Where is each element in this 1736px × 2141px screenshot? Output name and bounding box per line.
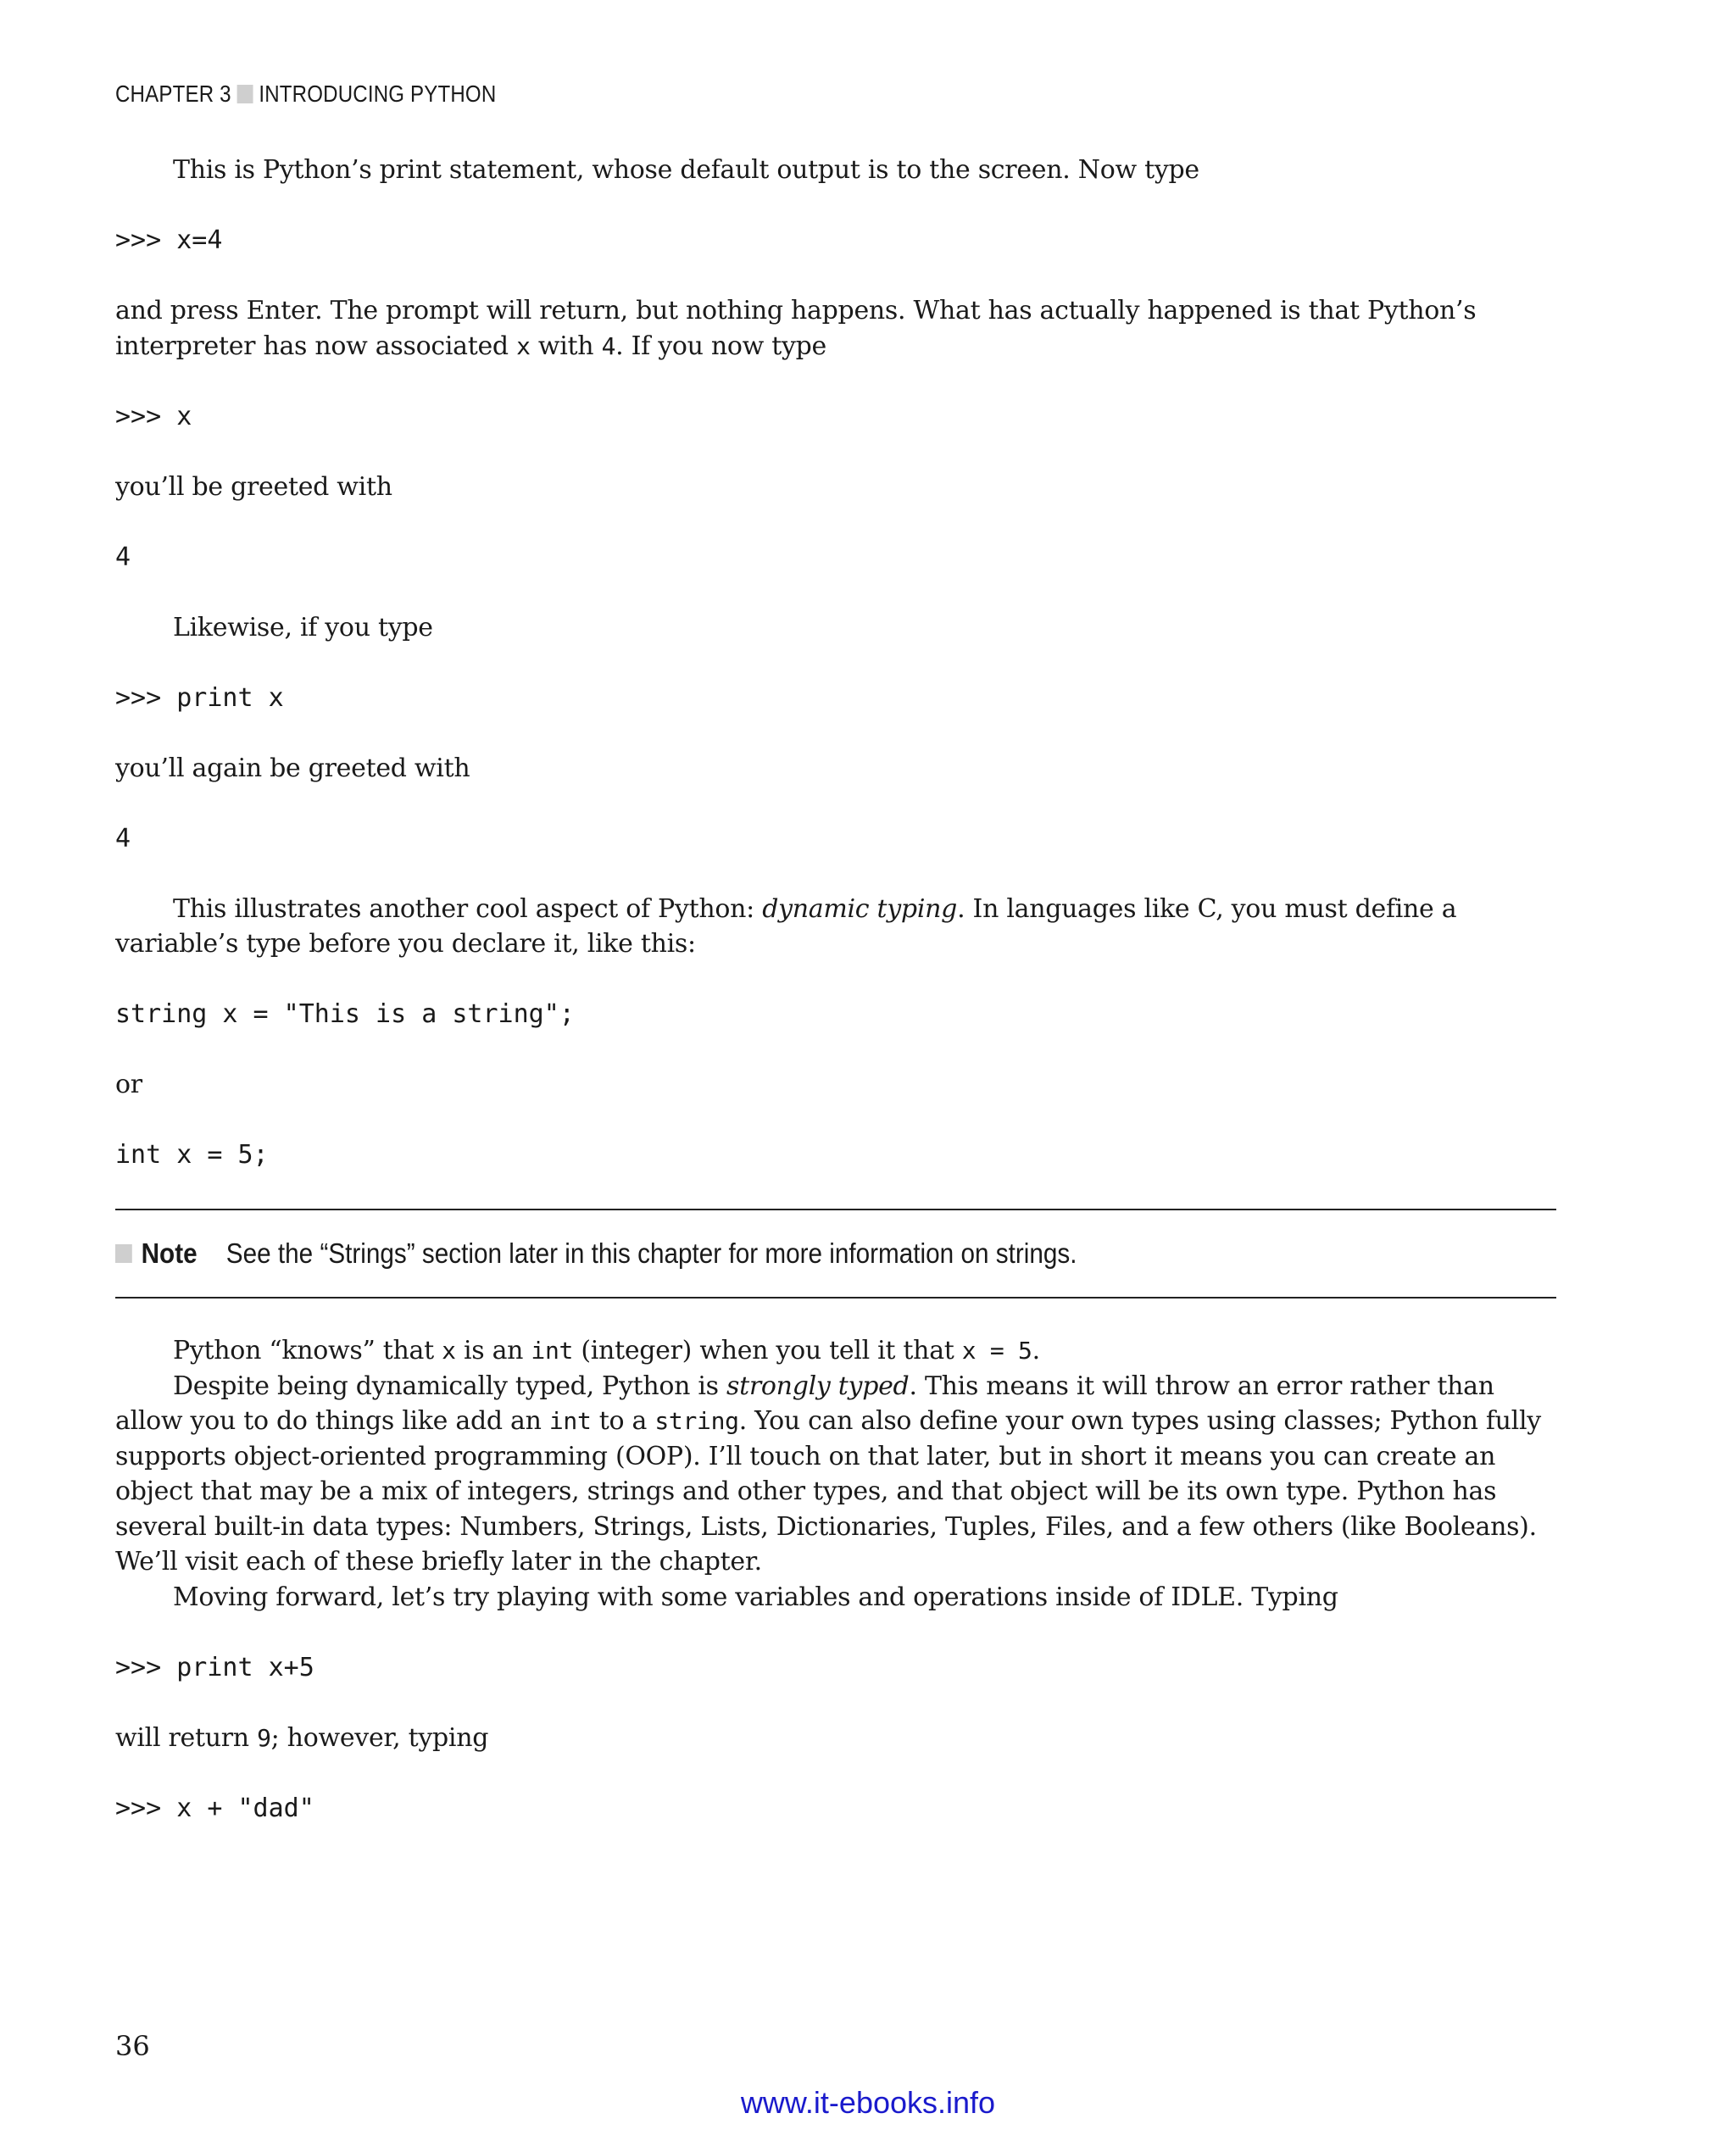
paragraph: Moving forward, let’s try playing with some variables and operations inside of IDLE. Typing bbox=[173, 1582, 1338, 1612]
code-line: >>> x=4 bbox=[115, 225, 223, 255]
code-line: >>> print x bbox=[115, 682, 284, 713]
code-output: 4 bbox=[115, 542, 131, 572]
page-content bbox=[115, 153, 1556, 1826]
note-box bbox=[115, 1209, 1556, 1299]
paragraph: This illustrates another cool aspect of Python: dynamic typing. In languages like C, you must define a variable’s type before you declare it, like this: bbox=[115, 893, 1457, 959]
chapter-title: INTRODUCING PYTHON bbox=[259, 81, 497, 107]
note-text: See the “Strings” section later in this chapter for more information on strings. bbox=[225, 1237, 1077, 1269]
code-line: >>> x bbox=[115, 401, 192, 431]
code-output: 4 bbox=[115, 823, 131, 854]
paragraph: you’ll again be greeted with bbox=[115, 753, 470, 783]
paragraph: or bbox=[115, 1070, 142, 1099]
paragraph: Likewise, if you type bbox=[173, 612, 433, 642]
code-line: >>> print x+5 bbox=[115, 1652, 314, 1682]
paragraph: will return 9; however, typing bbox=[115, 1722, 489, 1753]
code-line: int x = 5; bbox=[115, 1140, 269, 1170]
code-line: string x = "This is a string"; bbox=[115, 999, 575, 1029]
paragraph: you’ll be greeted with bbox=[115, 471, 392, 502]
note-square-icon bbox=[115, 1244, 132, 1263]
paragraph: Python “knows” that x is an int (integer) when you tell it that x = 5. bbox=[173, 1336, 1040, 1365]
header-square-separator bbox=[237, 85, 253, 103]
page-number: 36 bbox=[115, 2030, 150, 2062]
paragraph: This is Python’s print statement, whose default output is to the screen. Now type bbox=[173, 155, 1199, 185]
code-line: >>> x + "dad" bbox=[115, 1793, 314, 1823]
paragraph: and press Enter. The prompt will return, but nothing happens. What has actually happened is that Python’s interpreter has now associated x with 4. If you now type bbox=[115, 296, 1477, 361]
chapter-label: CHAPTER 3 bbox=[115, 81, 231, 107]
paragraph: Despite being dynamically typed, Python is strongly typed. This means it will throw an error rather than allow you to do things like add an int to a string. You can also define your own types using classes; Python fully supports object-oriented programming (OOP). I’ll touch on that later, but in short it means you can create an object that may be a mix of integers, strings and other types, and that object will be its own type. Python has several built-in data types: Numbers, Strings, Lists, Dictionaries, Tuples, Files, and a few others (like Booleans). We’ll visit each of these briefly later in the chapter. bbox=[115, 1371, 1541, 1577]
footer-link[interactable]: www.it-ebooks.info bbox=[740, 2085, 996, 2120]
note-label: Note bbox=[141, 1237, 198, 1269]
running-header bbox=[115, 81, 496, 108]
